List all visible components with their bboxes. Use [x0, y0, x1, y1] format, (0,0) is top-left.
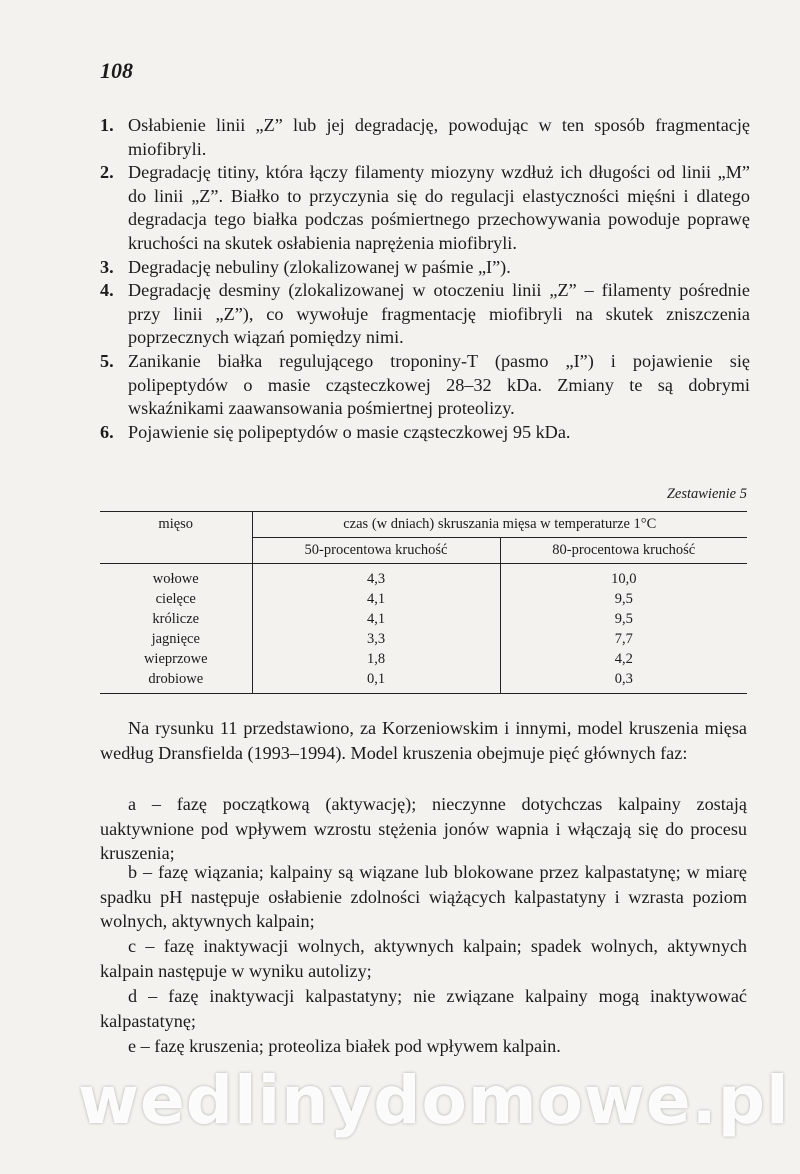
numbered-list	[100, 114, 750, 444]
list-item-number: 1.	[100, 115, 114, 135]
list-item-text: Degradację desminy (zlokalizowanej w otoczeniu linii „Z” – filamenty pośrednie przy linii „Z”), co wywołuje fragmentację miofibryli na skutek zniszczenia poprzecznych wiązań pomiędzy nimi.	[128, 280, 750, 348]
list-item	[100, 350, 750, 421]
list-item-number: 3.	[100, 256, 114, 277]
table-caption: Zestawienie 5	[666, 486, 747, 502]
tenderness-table	[100, 511, 747, 694]
cell-80: 7,7	[500, 629, 747, 649]
paragraph-phase-c: c – fazę inaktywacji wolnych, aktywnych kalpain; spadek wolnych, aktywnych kalpain następuje w wyniku autolizy;	[100, 936, 747, 981]
cell-meat: wieprzowe	[143, 651, 208, 667]
paragraph-phase-a: a – fazę początkową (aktywację); nieczynne dotychczas kalpainy zostają uaktywnione pod wpływem wzrostu stężenia jonów wapnia i włączają się do procesu kruszenia;	[100, 794, 747, 863]
cell-80: 9,5	[500, 609, 747, 629]
table-row	[100, 669, 747, 694]
column-header-80: 80-procentowa kruchość	[500, 538, 747, 564]
list-item-text: Degradację nebuliny (zlokalizowanej w paśmie „I”).	[128, 256, 511, 277]
list-item	[100, 421, 750, 445]
column-header-meat: mięso	[100, 512, 252, 538]
list-item-text: Degradację titiny, która łączy filamenty miozyny wzdłuż ich długości od linii „M” do linii „Z”. Białko to przyczynia się do regulacji elastyczności mięśni i dlatego degradacja tego białka podczas pośmiertnego przechowywania powoduje poprawę kruchości na skutek osłabienia naprężenia miofibryli.	[128, 162, 750, 253]
cell-50: 3,3	[252, 629, 500, 649]
table-row	[100, 649, 747, 669]
list-item-text: Zanikanie białka regulującego troponiny-T (pasmo „I”) i pojawienie się polipeptydów o masie cząsteczkowej 28–32 kDa. Zmiany te są dobrymi wskaźnikami zaawansowania pośmiertnej proteolizy.	[128, 350, 750, 419]
list-item-number: 6.	[100, 421, 114, 442]
list-item-number: 2.	[100, 162, 114, 183]
paragraph-phase-d: d – fazę inaktywacji kalpastatyny; nie związane kalpainy mogą inaktywować kalpastatynę;	[100, 986, 747, 1031]
column-header-50: 50-procentowa kruchość	[252, 538, 500, 564]
paragraph-phase-b: b – fazę wiązania; kalpainy są wiązane lub blokowane przez kalpastatynę; w miarę spadku pH następuje osłabienie zdolności wiążących kalpastatyny i wzrasta poziom wolnych, aktywnych kalpain;	[100, 862, 747, 931]
table-row	[100, 629, 747, 649]
cell-meat: drobiowe	[100, 669, 252, 694]
table-row	[100, 589, 747, 609]
paragraph-phase-e: e – fazę kruszenia; proteoliza białek pod wpływem kalpain.	[128, 1036, 561, 1056]
cell-meat: wołowe	[152, 571, 199, 587]
list-item	[100, 256, 750, 280]
cell-meat: cielęce	[155, 591, 196, 607]
cell-80: 4,2	[500, 649, 747, 669]
cell-50: 0,1	[252, 669, 500, 694]
table-row	[100, 609, 747, 629]
cell-80: 0,3	[500, 669, 747, 694]
cell-50: 4,1	[252, 589, 500, 609]
list-item-number: 4.	[100, 280, 114, 301]
list-item-text: Pojawienie się polipeptydów o masie cząsteczkowej 95 kDa.	[128, 421, 571, 442]
list-item	[100, 114, 750, 161]
table-row	[100, 564, 747, 590]
column-header-empty	[100, 538, 252, 564]
cell-50: 4,3	[252, 564, 500, 590]
page-number: 108	[100, 58, 133, 83]
paragraph-intro: Na rysunku 11 przedstawiono, za Korzeniowskim i innymi, model kruszenia mięsa według Dransfielda (1993–1994). Model kruszenia obejmuje pięć głównych faz:	[100, 718, 747, 763]
cell-meat: jagnięce	[151, 631, 200, 647]
column-header-time: czas (w dniach) skruszania mięsa w temperaturze 1°C	[252, 512, 747, 538]
cell-80: 10,0	[500, 564, 747, 590]
cell-meat: królicze	[152, 611, 200, 627]
list-item	[100, 279, 750, 350]
list-item-text: Osłabienie linii „Z” lub jej degradację, powodując w ten sposób fragmentację miofibryli.	[128, 115, 750, 159]
cell-50: 4,1	[252, 609, 500, 629]
watermark: wedlinydomowe.pl	[78, 1062, 790, 1139]
cell-80: 9,5	[500, 589, 747, 609]
cell-50: 1,8	[252, 649, 500, 669]
list-item-number: 5.	[100, 350, 114, 371]
list-item	[100, 161, 750, 255]
